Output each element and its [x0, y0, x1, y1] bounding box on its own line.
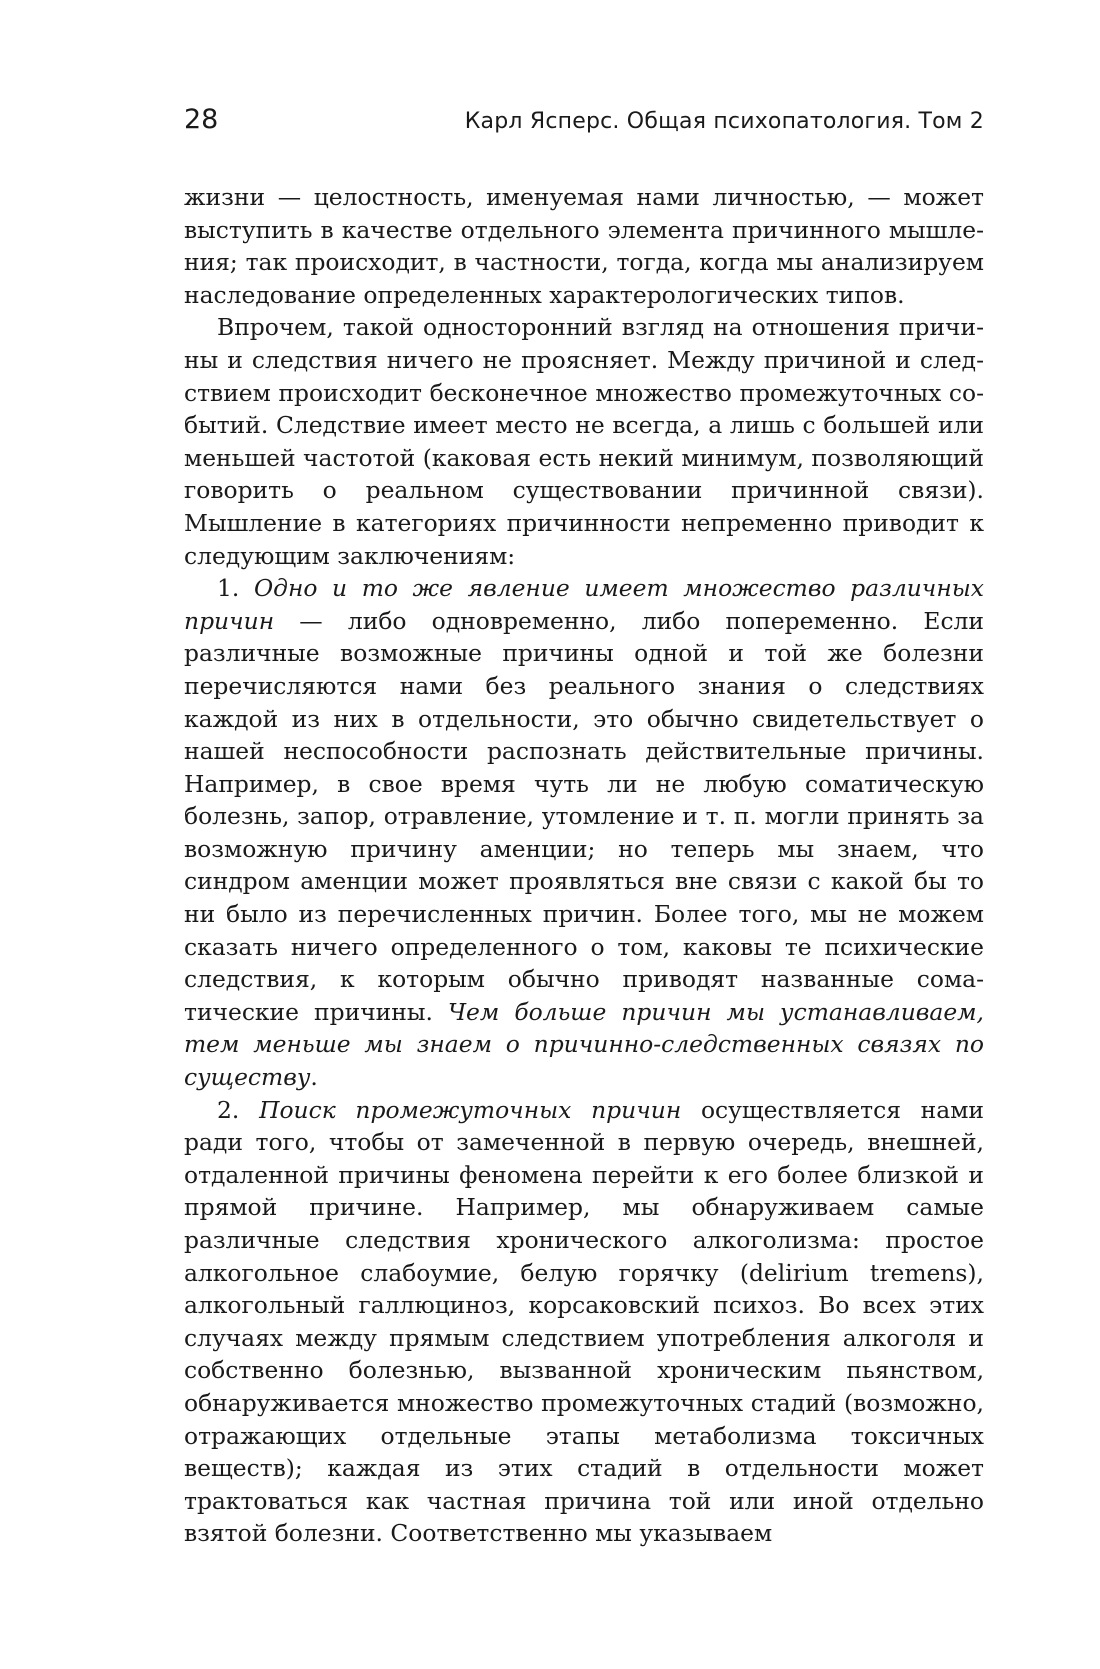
italic-tail-1: Чем больше причин мы устанавливаем, тем меньше мы знаем о причинно-следственных связях по существу: [184, 997, 984, 1092]
paragraph-4: [184, 1094, 984, 1550]
list-number-2: 2.: [217, 1095, 240, 1124]
italic-lead-1: Одно и то же явление имеет множество различных причин: [184, 574, 984, 635]
paragraph-3: [184, 572, 984, 1094]
running-head: [184, 104, 984, 144]
paragraph-4-text: осуществляется нами ради того, чтобы от замеченной в первую очередь, внешней, отдаленной причины феномена перейти к его более близкой и прямой причине. Например, мы обнаруживаем самые различные следствия хронического алкоголизма: простое алкогольное слабоумие, белую горячку (delirium tremens), алкогольный галлюциноз, корсаковский психоз. Во всех этих случаях между прямым следствием употребления алкоголя и собственно болезнью, вызванной хроническим пьянством, обнаруживается множество промежуточных стадий (возможно, отражающих отдельные этапы метаболизма токсичных веществ); каждая из этих стадий в отдельности может трактоваться как частная причина той или иной отдельно взятой болезни. Соответственно мы указываем: [184, 1095, 985, 1548]
running-title: Карл Ясперс. Общая психопатология. Том 2: [464, 109, 984, 134]
body-text: [184, 181, 984, 1550]
paragraph-1: [184, 181, 984, 311]
paragraph-2: [184, 311, 984, 572]
paragraph-3-text: — либо одновременно, либо попеременно. Если различные возможные причины одной и той же болезни перечисляются нами без реального знания о следствиях каждой из них в отдельности, это обычно свидетельствует о нашей неспособности распознать действительные причины. Например, в свое время чуть ли не любую соматическую болезнь, запор, отравление, утомление и т. п. могли принять за возможную причину аменции; но теперь мы знаем, что синдром аменции может проявляться вне связи с какой бы то ни было из перечисленных причин. Более того, мы не можем сказать ничего определенного о том, каковы те психические следствия, к которым обычно приводят названные соматические причины.: [184, 606, 984, 1026]
page-number: 28: [184, 104, 219, 135]
book-page: [184, 104, 984, 1550]
paragraph-3-end: .: [310, 1063, 318, 1092]
list-number-1: 1.: [217, 574, 240, 603]
paragraph-2-text: Впрочем, такой односторонний взгляд на отношения причины и следствия ничего не проясняет. Между причиной и следствием происходит бесконечное множество промежуточных событий. Следствие имеет место не всегда, а лишь с большей или меньшей частотой (каковая есть некий минимум, позволяющий говорить о реальном существовании причинной связи). Мышление в категориях причинности непременно приводит к следующим заключениям:: [184, 313, 984, 570]
paragraph-1-text: жизни — целостность, именуемая нами личностью, — может выступить в качестве отдельного элемента причинного мышления; так происходит, в частности, тогда, когда мы анализируем наследование определенных характерологических типов.: [184, 183, 984, 309]
italic-lead-2: Поиск промежуточных причин: [259, 1095, 682, 1124]
